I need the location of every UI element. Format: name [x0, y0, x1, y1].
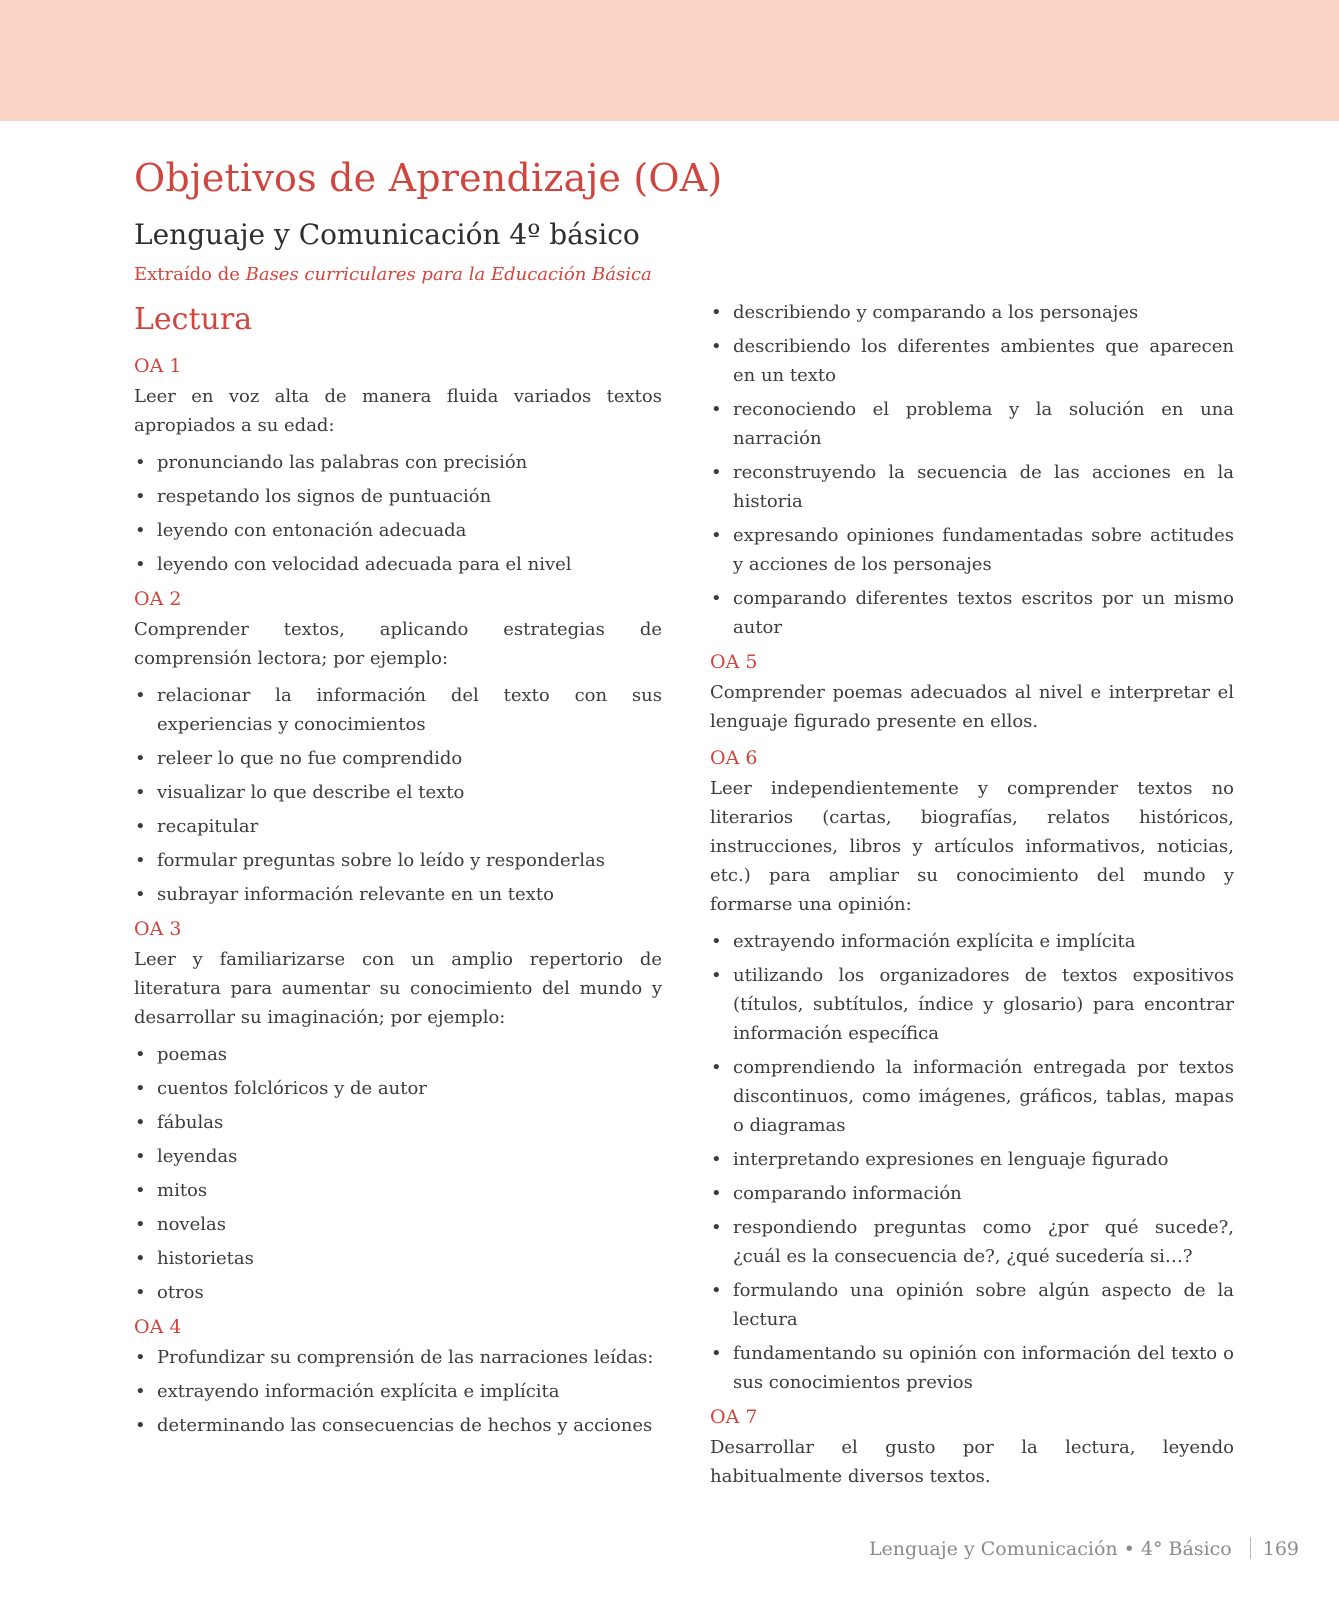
oa3-text: Leer y familiarizarse con un amplio repertorio de literatura para aumentar su conocimiento del mundo y desarrollar su imaginación; por ejemplo: — [134, 949, 662, 1028]
oa7-text: Desarrollar el gusto por la lectura, leyendo habitualmente diversos textos. — [710, 1437, 1234, 1487]
page-footer — [869, 1537, 1299, 1560]
oa2-label: OA 2 — [134, 588, 182, 610]
list-item: • formulando una opinión sobre algún aspecto de la lectura — [710, 1276, 1234, 1334]
list-item: • determinando las consecuencias de hechos y acciones — [134, 1411, 662, 1440]
list-item: • recapitular — [134, 812, 662, 841]
list-item: • cuentos folclóricos y de autor — [134, 1074, 662, 1103]
oa4-list — [134, 1343, 662, 1440]
list-item: • relacionar la información del texto con sus experiencias y conocimientos — [134, 681, 662, 739]
list-item: • respondiendo preguntas como ¿por qué sucede?, ¿cuál es la consecuencia de?, ¿qué sucedería si…? — [710, 1213, 1234, 1271]
list-item: • comparando diferentes textos escritos por un mismo autor — [710, 584, 1234, 642]
list-item: • Profundizar su comprensión de las narraciones leídas: — [134, 1343, 662, 1372]
oa4-label: OA 4 — [134, 1316, 182, 1338]
list-item: • historietas — [134, 1244, 662, 1273]
list-item: • otros — [134, 1278, 662, 1307]
running-title: Lenguaje y Comunicación • 4° Básico — [868, 1538, 1232, 1560]
list-item: • mitos — [134, 1176, 662, 1205]
oa4-list-continued — [710, 298, 1234, 642]
list-item: • describiendo y comparando a los personajes — [710, 298, 1234, 327]
list-item: • comprendiendo la información entregada por textos discontinuos, como imágenes, gráficos, tablas, mapas o diagramas — [710, 1053, 1234, 1140]
oa5-label: OA 5 — [710, 651, 758, 673]
list-item: • formular preguntas sobre lo leído y responderlas — [134, 846, 662, 875]
list-item: • respetando los signos de puntuación — [134, 482, 662, 511]
list-item: • extrayendo información explícita e implícita — [710, 927, 1234, 956]
oa1-list — [134, 448, 662, 579]
left-column — [134, 298, 662, 1445]
list-item: • reconstruyendo la secuencia de las acciones en la historia — [710, 458, 1234, 516]
oa2-list — [134, 681, 662, 909]
list-item: • visualizar lo que describe el texto — [134, 778, 662, 807]
right-column — [710, 298, 1234, 1499]
list-item: • comparando información — [710, 1179, 1234, 1208]
oa6-label: OA 6 — [710, 747, 758, 769]
section-title-lectura: Lectura — [134, 302, 253, 337]
page-subtitle: Lenguaje y Comunicación 4º básico — [134, 218, 640, 251]
oa5-text: Comprender poemas adecuados al nivel e interpretar el lenguaje figurado presente en ellos. — [710, 682, 1234, 732]
list-item: • utilizando los organizadores de textos expositivos (títulos, subtítulos, índice y glosario) para encontrar información específica — [710, 961, 1234, 1048]
list-item: • interpretando expresiones en lenguaje figurado — [710, 1145, 1234, 1174]
list-item: • leyendo con velocidad adecuada para el nivel — [134, 550, 662, 579]
oa1-text: Leer en voz alta de manera fluida variados textos apropiados a su edad: — [134, 386, 662, 436]
oa3-list — [134, 1040, 662, 1307]
list-item: • extrayendo información explícita e implícita — [134, 1377, 662, 1406]
list-item: • expresando opiniones fundamentadas sobre actitudes y acciones de los personajes — [710, 521, 1234, 579]
list-item: • novelas — [134, 1210, 662, 1239]
list-item: • describiendo los diferentes ambientes que aparecen en un texto — [710, 332, 1234, 390]
source-line — [134, 264, 652, 285]
footer-divider — [1250, 1537, 1251, 1559]
list-item: • subrayar información relevante en un texto — [134, 880, 662, 909]
oa7-label: OA 7 — [710, 1406, 758, 1428]
top-color-band — [0, 0, 1339, 121]
list-item: • leyendas — [134, 1142, 662, 1171]
source-title: Bases curriculares para la Educación Básica — [245, 264, 652, 285]
oa3-label: OA 3 — [134, 918, 182, 940]
oa6-text: Leer independientemente y comprender textos no literarios (cartas, biografías, relatos históricos, instrucciones, libros y artículos informativos, noticias, etc.) para ampliar su conocimiento del mundo y formarse una opinión: — [710, 778, 1234, 915]
list-item: • reconociendo el problema y la solución en una narración — [710, 395, 1234, 453]
list-item: • pronunciando las palabras con precisión — [134, 448, 662, 477]
list-item: • fundamentando su opinión con información del texto o sus conocimientos previos — [710, 1339, 1234, 1397]
page-number: 169 — [1262, 1538, 1299, 1560]
oa6-list — [710, 927, 1234, 1397]
oa1-label: OA 1 — [134, 355, 182, 377]
list-item: • leyendo con entonación adecuada — [134, 516, 662, 545]
oa2-text: Comprender textos, aplicando estrategias de comprensión lectora; por ejemplo: — [134, 619, 662, 669]
list-item: • releer lo que no fue comprendido — [134, 744, 662, 773]
page-title: Objetivos de Aprendizaje (OA) — [134, 156, 723, 200]
list-item: • poemas — [134, 1040, 662, 1069]
list-item: • fábulas — [134, 1108, 662, 1137]
source-prefix: Extraído de — [134, 264, 240, 285]
